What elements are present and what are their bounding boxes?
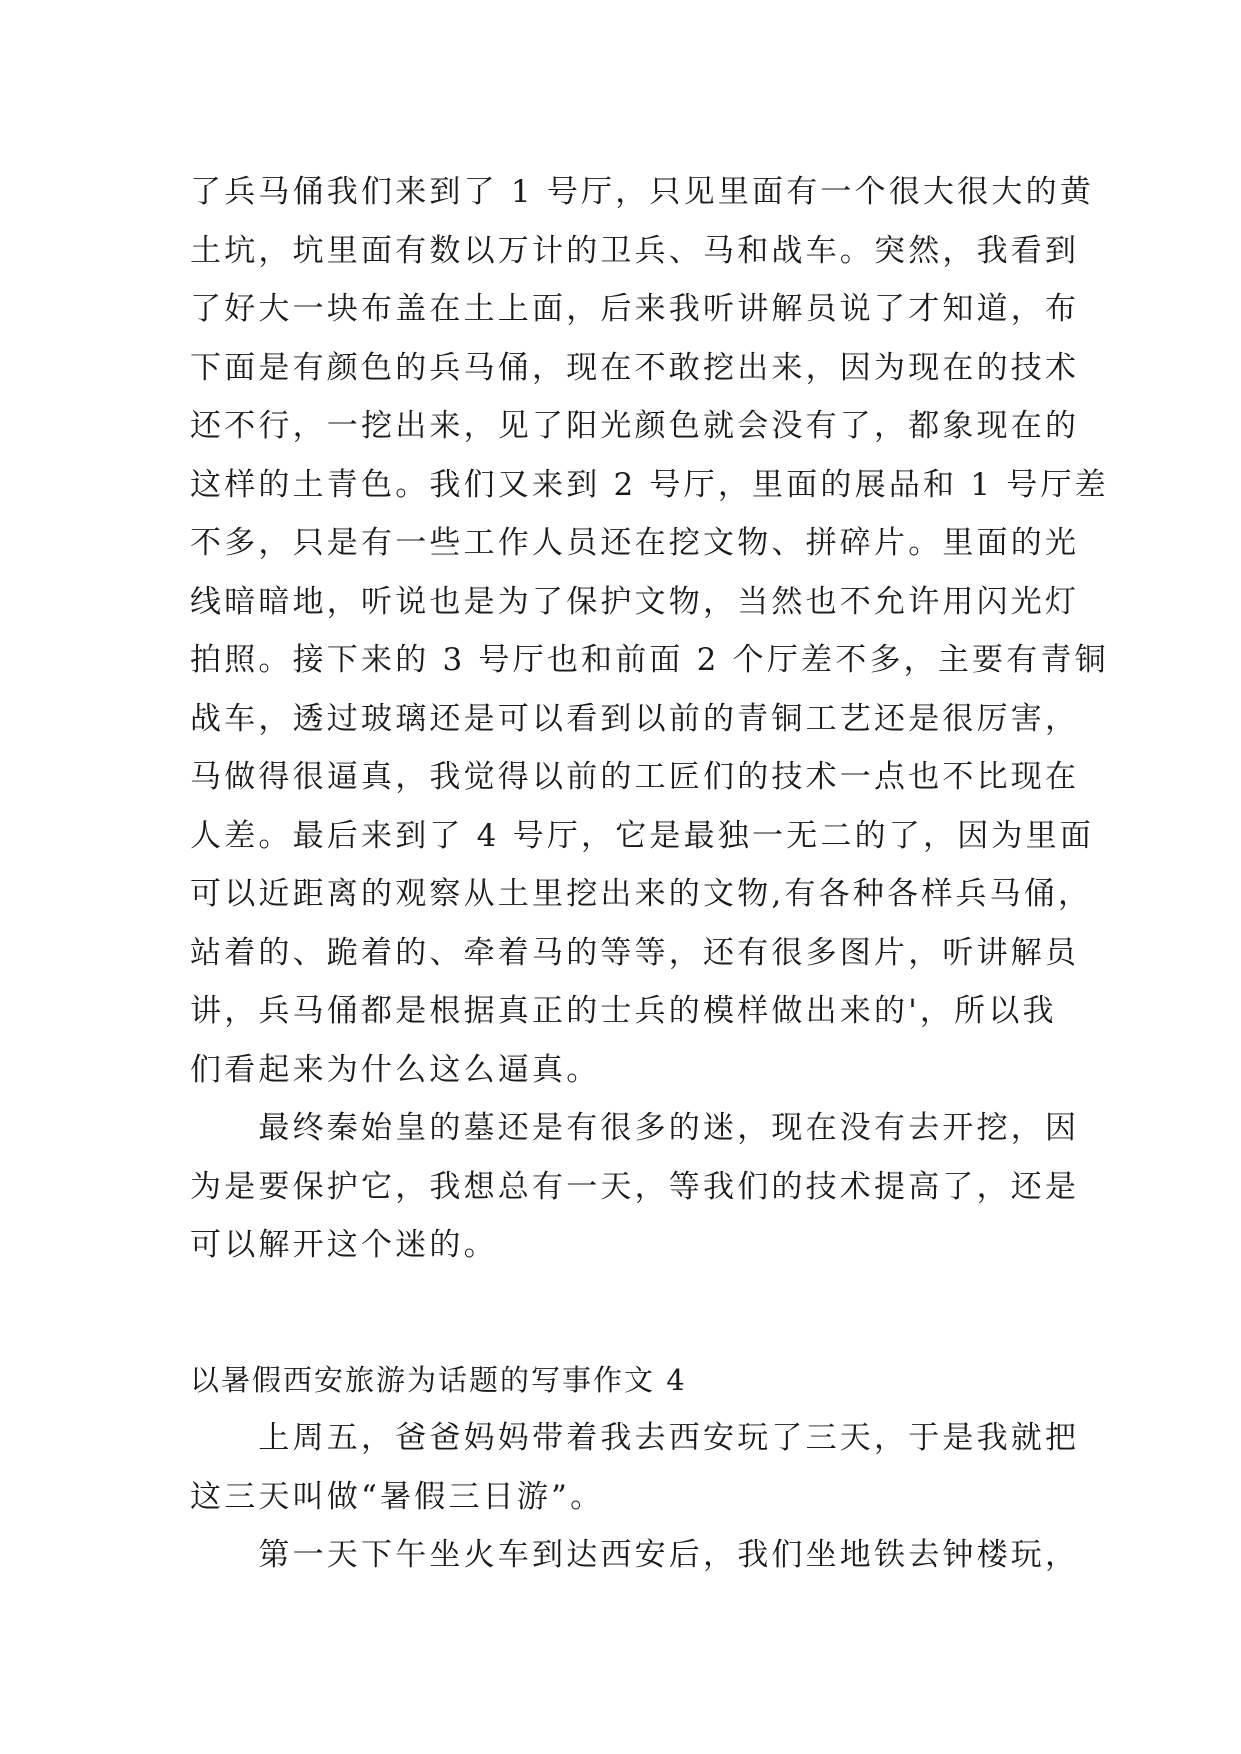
text-line: 最终秦始皇的墓还是有很多的迷，现在没有去开挖，因 [190,1110,1080,1146]
text-line: 下面是有颜色的兵马俑，现在不敢挖出来，因为现在的技术 [190,349,1080,386]
text-line: 拍照。接下来的 3 号厅也和前面 2 个厅差不多，主要有青铜 [190,642,1109,678]
paragraph-trip-intro [190,1409,1080,1526]
text-line: 可以解开这个迷的。 [190,1227,498,1263]
text-line: 上周五，爸爸妈妈带着我去西安玩了三天，于是我就把 [190,1420,1080,1456]
paragraph-first-day [190,1526,1080,1585]
text-line: 战车，透过玻璃还是可以看到以前的青铜工艺还是很厉害， [190,700,1080,737]
text-line: 可以近距离的观察从土里挖出来的文物,有各种各样兵马俑， [190,876,1093,912]
text-line: 为是要保护它，我想总有一天，等我们的技术提高了，还是 [190,1168,1080,1205]
text-line: 讲，兵马俑都是根据真正的士兵的模样做出来的'，所以我 [190,993,1057,1029]
paragraph-tomb-mystery [190,1099,1080,1275]
text-line: 第一天下午坐火车到达西安后，我们坐地铁去钟楼玩， [190,1537,1080,1573]
text-line: 人差。最后来到了 4 号厅，它是最独一无二的了，因为里面 [190,817,1095,854]
text-line: 这样的土青色。我们又来到 2 号厅，里面的展品和 1 号厅差 [190,466,1109,503]
text-line: 这三天叫做“暑假三日游”。 [190,1478,605,1515]
text-line: 还不行，一挖出来，见了阳光颜色就会没有了，都象现在的 [190,408,1080,444]
section-heading: 以暑假西安旅游为话题的写事作文 4 [190,1362,687,1397]
article-body [190,163,1109,1585]
text-line: 线暗暗地，听说也是为了保护文物，当然也不允许用闪光灯 [190,583,1080,620]
text-line: 站着的、跪着的、牵着马的等等，还有很多图片，听讲解员 [190,934,1080,971]
text-line: 们看起来为什么这么逼真。 [190,1051,601,1088]
section-spacer [190,1275,1070,1351]
paragraph-terracotta-halls [190,163,1109,1099]
text-line: 了兵马俑我们来到了 1 号厅，只见里面有一个很大很大的黄 [190,174,1095,210]
text-line: 了好大一块布盖在土上面，后来我听讲解员说了才知道，布 [190,291,1080,327]
text-line: 不多，只是有一些工作人员还在挖文物、拼碎片。里面的光 [190,525,1080,561]
text-line: 马做得很逼真，我觉得以前的工匠们的技术一点也不比现在 [190,759,1080,795]
text-line: 土坑，坑里面有数以万计的卫兵、马和战车。突然，我看到 [190,232,1080,269]
